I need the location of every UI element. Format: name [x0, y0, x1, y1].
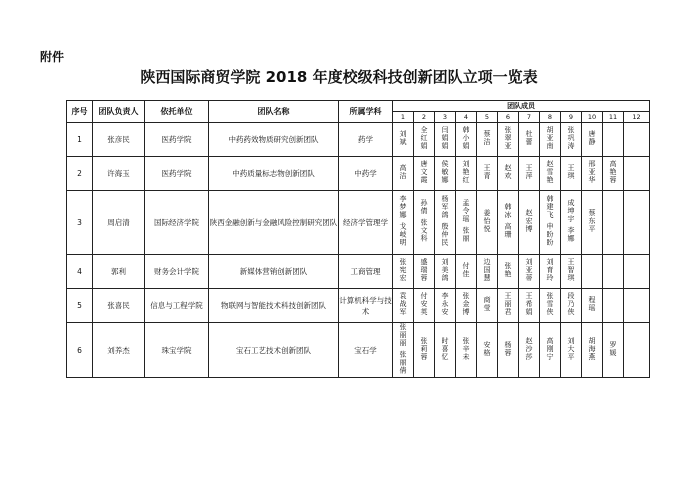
header-member-number: 11 — [603, 112, 624, 123]
member-name: 杨军鸽 殷仲民 — [441, 195, 449, 247]
member-cell — [393, 157, 414, 191]
member-name: 侯敏娜 — [441, 160, 449, 184]
member-cell — [603, 323, 624, 378]
member-cell — [582, 191, 603, 255]
member-cell — [477, 289, 498, 323]
member-name: 刘美鸽 — [441, 258, 449, 282]
member-name: 付佳 — [462, 262, 470, 278]
member-cell — [456, 255, 477, 289]
table-row — [67, 191, 650, 255]
member-cell — [561, 123, 582, 157]
member-name: 胡海燕 — [588, 336, 596, 361]
member-name: 赵沙莎 — [525, 336, 533, 361]
team-name: 物联网与智能技术科技创新团队 — [209, 289, 339, 323]
team-name: 中药药效物质研究创新团队 — [209, 123, 339, 157]
member-name: 张辛未 — [462, 336, 470, 361]
member-cell — [561, 289, 582, 323]
member-name: 杨蓉 — [504, 340, 512, 357]
unit-name: 医药学院 — [145, 123, 209, 157]
member-name: 王智琪 — [567, 258, 575, 282]
member-cell — [393, 255, 414, 289]
header-member-number: 2 — [414, 112, 435, 123]
member-name: 商莹 — [483, 296, 491, 312]
member-cell — [393, 123, 414, 157]
unit-name: 国际经济学院 — [145, 191, 209, 255]
member-name: 刘亚蒂 — [525, 258, 533, 282]
member-name: 张宪宏 — [399, 258, 407, 282]
member-name: 张艳 — [504, 262, 512, 278]
leader-name: 周启清 — [93, 191, 145, 255]
member-name: 时喜忆 — [441, 336, 449, 361]
member-name: 全红娟 — [420, 126, 428, 150]
member-name: 高艳蓉 — [609, 160, 617, 184]
member-cell — [603, 123, 624, 157]
member-cell — [414, 255, 435, 289]
header-member-number: 3 — [435, 112, 456, 123]
member-cell — [414, 323, 435, 378]
subject-name: 中药学 — [339, 157, 393, 191]
member-cell — [414, 191, 435, 255]
member-cell — [498, 289, 519, 323]
header-unit: 依托单位 — [145, 101, 209, 123]
member-name: 王琪 — [567, 164, 575, 180]
subject-name: 药学 — [339, 123, 393, 157]
member-name: 张雪侠 — [546, 292, 554, 316]
member-name: 邢亚华 — [588, 160, 596, 184]
member-cell — [561, 157, 582, 191]
member-name: 唐文霞 — [420, 160, 428, 184]
member-name: 胡亚南 — [546, 126, 554, 150]
member-cell — [540, 323, 561, 378]
header-member-number: 5 — [477, 112, 498, 123]
member-cell — [540, 191, 561, 255]
member-name: 刘育玲 — [546, 258, 554, 282]
row-number: 6 — [67, 323, 93, 378]
unit-name: 珠宝学院 — [145, 323, 209, 378]
member-cell — [414, 289, 435, 323]
document-title: 陕西国际商贸学院 2018 年度校级科技创新团队立项一览表 — [140, 68, 538, 86]
member-cell — [456, 157, 477, 191]
member-name: 赵雪艳 — [546, 160, 554, 184]
team-name: 宝石工艺技术创新团队 — [209, 323, 339, 378]
member-name: 李永安 — [441, 292, 449, 316]
member-cell — [519, 323, 540, 378]
team-table — [66, 100, 650, 378]
member-name: 刘大平 — [567, 336, 575, 361]
table-row — [67, 123, 650, 157]
leader-name: 郭利 — [93, 255, 145, 289]
member-name: 韩建飞 申盼盼 — [546, 195, 554, 247]
member-name: 赵宏博 — [525, 209, 533, 233]
row-number: 3 — [67, 191, 93, 255]
member-cell — [540, 157, 561, 191]
header-member-number: 6 — [498, 112, 519, 123]
member-cell — [561, 255, 582, 289]
member-name: 王萍 — [525, 164, 533, 180]
member-name: 付安英 — [420, 292, 428, 316]
member-cell — [519, 289, 540, 323]
team-name: 陕西金融创新与金融风险控制研究团队 — [209, 191, 339, 255]
member-cell — [498, 255, 519, 289]
member-cell — [435, 123, 456, 157]
member-name: 韩小娟 — [462, 126, 470, 150]
member-name: 赵欢 — [504, 164, 512, 180]
member-cell — [624, 191, 650, 255]
member-name: 边国慧 — [483, 258, 491, 282]
member-name: 蔡洁 — [483, 130, 491, 146]
member-cell — [477, 157, 498, 191]
member-cell — [624, 289, 650, 323]
member-cell — [435, 289, 456, 323]
row-number: 2 — [67, 157, 93, 191]
member-cell — [498, 123, 519, 157]
member-name: 杜蕾 — [525, 130, 533, 146]
member-cell — [414, 157, 435, 191]
member-cell — [540, 289, 561, 323]
member-cell — [477, 323, 498, 378]
member-cell — [498, 157, 519, 191]
member-cell — [393, 323, 414, 378]
member-name: 张翠亚 — [504, 126, 512, 150]
header-leader: 团队负责人 — [93, 101, 145, 123]
member-cell — [435, 255, 456, 289]
member-name: 段乃侠 — [567, 292, 575, 316]
member-name: 唐静 — [588, 130, 596, 146]
table-row — [67, 323, 650, 378]
member-cell — [435, 157, 456, 191]
member-cell — [582, 157, 603, 191]
leader-name: 许海玉 — [93, 157, 145, 191]
member-name: 王青 — [483, 164, 491, 180]
header-subject: 所属学科 — [339, 101, 393, 123]
member-name: 韩冰 高珊 — [504, 203, 512, 239]
member-cell — [603, 289, 624, 323]
member-name: 刘斌 — [399, 130, 407, 146]
member-cell — [414, 123, 435, 157]
member-cell — [456, 123, 477, 157]
subject-name: 工商管理 — [339, 255, 393, 289]
subject-name: 经济学管理学 — [339, 191, 393, 255]
member-cell — [456, 289, 477, 323]
member-name: 张巩涛 — [567, 126, 575, 150]
member-name: 张丽丽 张丽倩 — [399, 323, 407, 375]
member-name: 盛瑞蓉 — [420, 258, 428, 282]
member-name: 闫娟娟 — [441, 126, 449, 150]
member-name: 王丽君 — [504, 292, 512, 316]
header-members: 团队成员 — [393, 101, 650, 112]
member-cell — [582, 323, 603, 378]
member-cell — [540, 255, 561, 289]
leader-name: 张喜民 — [93, 289, 145, 323]
row-number: 5 — [67, 289, 93, 323]
member-name: 安格 — [483, 340, 491, 357]
team-name: 新媒体营销创新团队 — [209, 255, 339, 289]
member-cell — [477, 255, 498, 289]
table-row — [67, 255, 650, 289]
member-name: 刘艳红 — [462, 160, 470, 184]
member-name: 姜怡悦 — [483, 209, 491, 233]
member-cell — [393, 191, 414, 255]
member-cell — [435, 323, 456, 378]
header-no: 序号 — [67, 101, 93, 123]
member-cell — [624, 157, 650, 191]
member-name: 李梦娜 戈岐明 — [399, 195, 407, 247]
member-name: 蔡东平 — [588, 209, 596, 233]
attachment-label: 附件 — [40, 50, 65, 64]
member-cell — [540, 123, 561, 157]
team-name: 中药质量标志物创新团队 — [209, 157, 339, 191]
member-name: 高刚宁 — [546, 336, 554, 361]
member-cell — [519, 157, 540, 191]
member-cell — [435, 191, 456, 255]
member-cell — [477, 123, 498, 157]
header-member-number: 8 — [540, 112, 561, 123]
member-name: 罗媛 — [609, 340, 617, 357]
member-cell — [477, 191, 498, 255]
row-number: 1 — [67, 123, 93, 157]
member-cell — [393, 289, 414, 323]
member-name: 孙倩 张文科 — [420, 199, 428, 243]
subject-name: 计算机科学与技术 — [339, 289, 393, 323]
member-cell — [498, 323, 519, 378]
unit-name: 信息与工程学院 — [145, 289, 209, 323]
header-member-number: 7 — [519, 112, 540, 123]
table-row — [67, 289, 650, 323]
member-cell — [582, 123, 603, 157]
member-cell — [624, 123, 650, 157]
member-name: 成坤宇 李娜 — [567, 199, 575, 243]
unit-name: 医药学院 — [145, 157, 209, 191]
member-name: 张金博 — [462, 292, 470, 316]
member-cell — [624, 255, 650, 289]
member-name: 袁战军 — [399, 292, 407, 316]
member-name: 王希娟 — [525, 292, 533, 316]
member-cell — [456, 323, 477, 378]
member-name: 张莉蓉 — [420, 336, 428, 361]
header-member-number: 10 — [582, 112, 603, 123]
member-cell — [456, 191, 477, 255]
member-cell — [561, 323, 582, 378]
member-cell — [603, 255, 624, 289]
row-number: 4 — [67, 255, 93, 289]
member-cell — [561, 191, 582, 255]
table-row — [67, 157, 650, 191]
member-name: 高洁 — [399, 164, 407, 180]
member-cell — [582, 289, 603, 323]
member-cell — [603, 191, 624, 255]
header-member-number: 4 — [456, 112, 477, 123]
member-cell — [624, 323, 650, 378]
member-cell — [582, 255, 603, 289]
member-cell — [498, 191, 519, 255]
leader-name: 张彦民 — [93, 123, 145, 157]
member-cell — [519, 191, 540, 255]
header-member-number: 9 — [561, 112, 582, 123]
header-member-number: 1 — [393, 112, 414, 123]
member-cell — [519, 123, 540, 157]
header-team: 团队名称 — [209, 101, 339, 123]
member-cell — [603, 157, 624, 191]
leader-name: 刘养杰 — [93, 323, 145, 378]
header-member-number: 12 — [624, 112, 650, 123]
unit-name: 财务会计学院 — [145, 255, 209, 289]
subject-name: 宝石学 — [339, 323, 393, 378]
member-cell — [519, 255, 540, 289]
member-name: 程瑶 — [588, 296, 596, 312]
member-name: 孟令瑶 张丽 — [462, 199, 470, 243]
